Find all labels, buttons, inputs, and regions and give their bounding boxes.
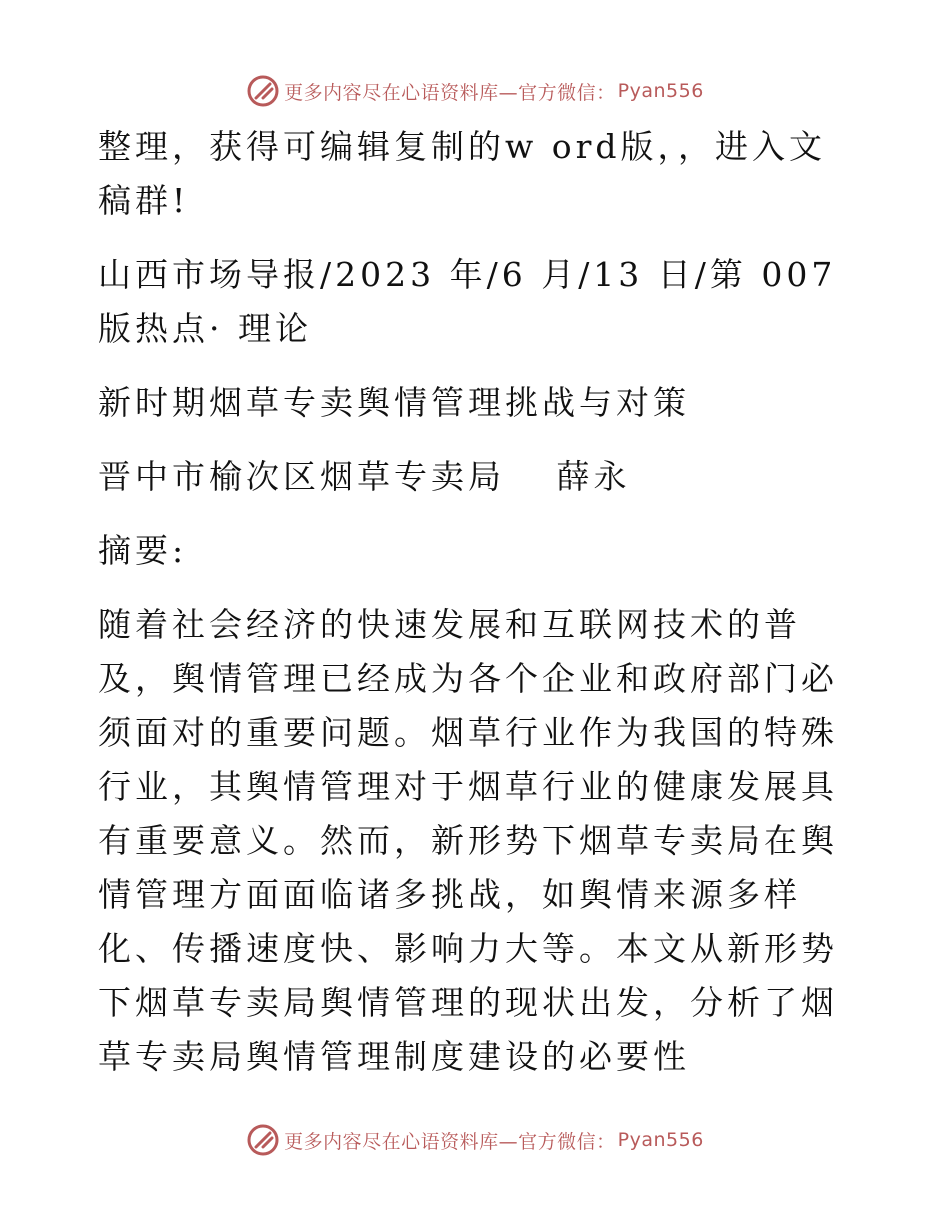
watermark-text: 更多内容尽在心语资料库—官方微信： (284, 1130, 616, 1153)
source-line: 山西市场导报/2023 年/6 月/13 日/第 007 版热点· 理论 (98, 255, 837, 348)
document-body (98, 120, 850, 1084)
watermark-header (0, 73, 950, 109)
author-line: 晋中市榆次区烟草专卖局 薛永 (98, 457, 631, 496)
abstract-paragraph: 随着社会经济的快速发展和互联网技术的普及，舆情管理已经成为各个企业和政府部门必须面对的重要问题。烟草行业作为我国的特殊行业，其舆情管理对于烟草行业的健康发展具有重要意义。然而，新形势下烟草专卖局在舆情管理方面面临诸多挑战，如舆情来源多样化、传播速度快、影响力大等。本文从新形势下烟草专卖局舆情管理的现状出发，分析了烟草专卖局舆情管理制度建设的必要性 (98, 605, 838, 1076)
abstract-label: 摘要: (98, 531, 188, 570)
brand-logo-icon (246, 1123, 280, 1157)
article-title: 新时期烟草专卖舆情管理挑战与对策 (98, 383, 690, 422)
watermark-footer (0, 1122, 950, 1158)
watermark-wechat-id: Pyan556 (617, 80, 704, 102)
watermark-wechat-id: Pyan556 (617, 1129, 704, 1151)
watermark-text: 更多内容尽在心语资料库—官方微信： (284, 81, 616, 104)
intro-paragraph: 整理，获得可编辑复制的w ord版，，进入文稿群! (98, 127, 827, 220)
brand-logo-icon (246, 74, 280, 108)
